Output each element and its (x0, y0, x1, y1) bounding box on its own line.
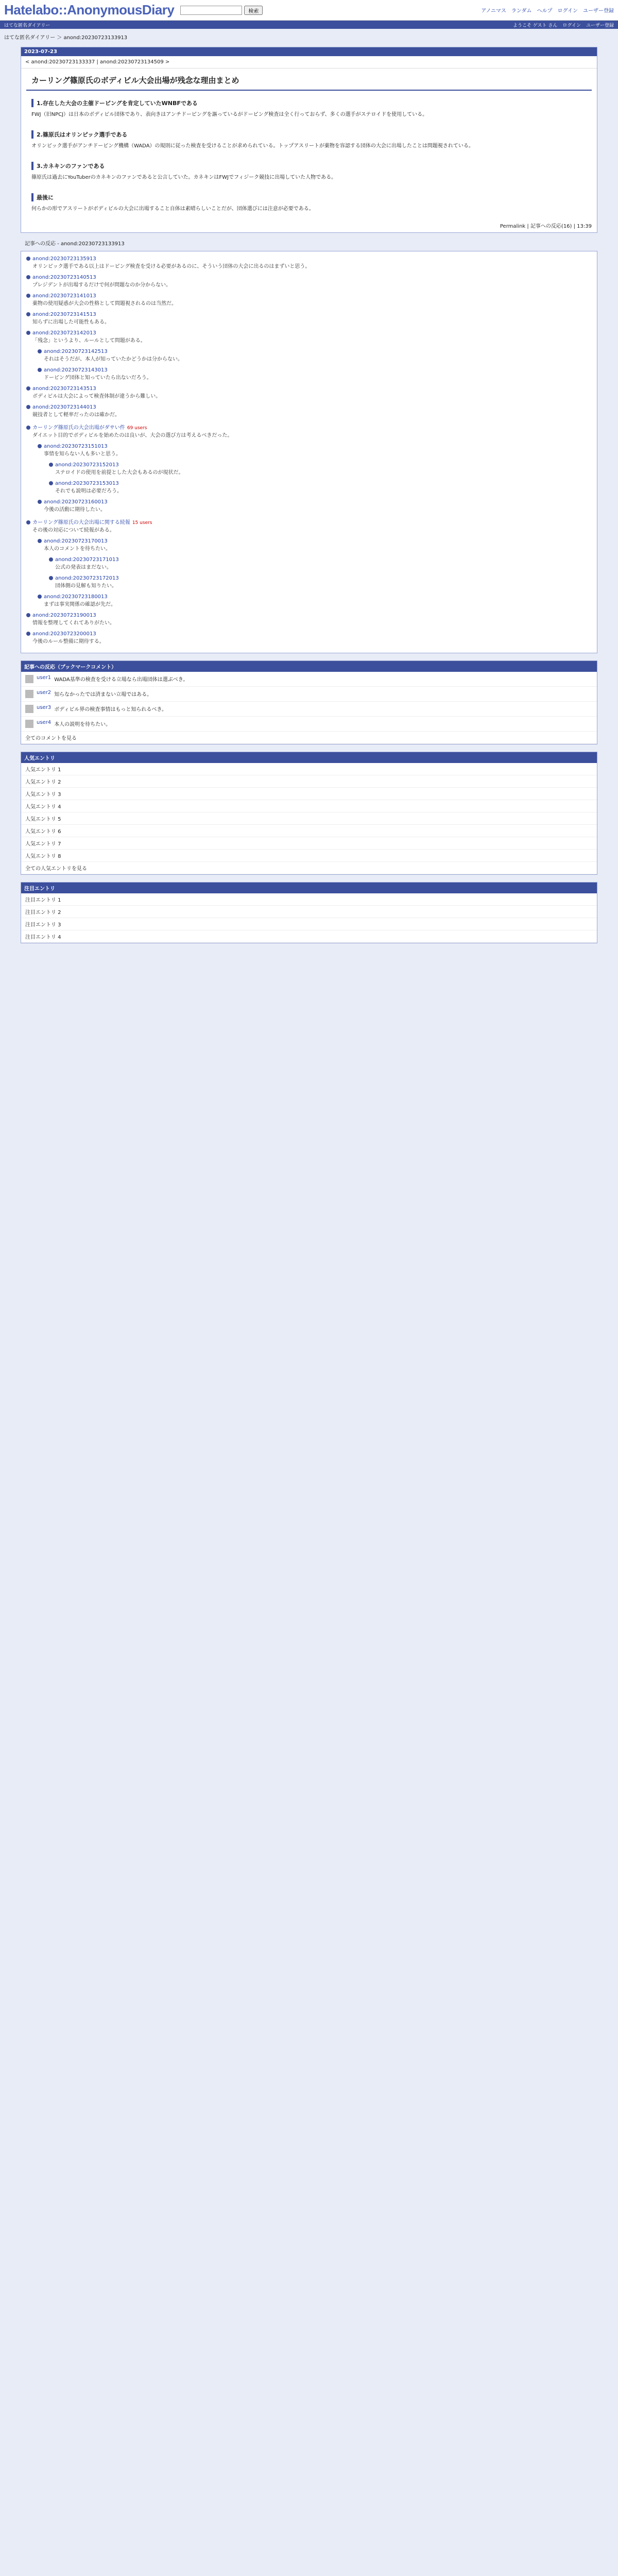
bullet-icon (49, 463, 53, 467)
link-random[interactable]: ランダム (511, 8, 532, 14)
section-text: 何らかの形でアスリートがボディビルの大会に出場すること自体は素晴らしいことだが、団体選びには注意が必要である。 (31, 206, 314, 212)
comment-body: 知らずに出場した可能性もある。 (32, 319, 110, 325)
comment-header (49, 557, 592, 563)
comment-body: オリンピック選手である以上はドーピング検査を受ける必要があるのに、そういう団体の大会に出るのはまずいと思う。 (32, 264, 311, 269)
main-entry (21, 47, 597, 233)
comment-link[interactable]: anond:20230723172013 (55, 575, 119, 581)
entry-section (21, 93, 597, 124)
bullet-icon (26, 405, 30, 409)
bullet-icon (38, 349, 42, 353)
comment-node (26, 423, 592, 516)
comment-node (26, 386, 592, 403)
bullet-icon (26, 426, 30, 430)
comment-body: ボディビルは大会によって検査体制が違うから難しい。 (32, 394, 161, 399)
tree-header[interactable]: 記事への反応 - anond:20230723133913 (25, 241, 125, 247)
link-login[interactable]: ログイン (557, 8, 578, 14)
comment-link[interactable]: anond:20230723160013 (44, 499, 108, 505)
bookmark-item (21, 717, 597, 732)
search-button[interactable]: 検索 (244, 6, 263, 15)
breadcrumb[interactable]: はてな匿名ダイアリー ＞ anond:20230723133913 (4, 35, 128, 41)
popular-item[interactable]: 人気エントリ 3 (21, 788, 597, 800)
comment-children (38, 349, 592, 384)
bookmark-comment: WADA基準の検査を受ける立場なら出場団体は選ぶべき。 (54, 677, 188, 683)
section-text: 篠原氏は過去にYouTuberのカネキンのファンであると公言していた。カネキンはFWJでフィジーク競技に出場していた人物である。 (31, 175, 337, 180)
search-input[interactable] (180, 6, 242, 15)
bookmark-comment: ボディビル界の検査事情はもっと知られるべき。 (54, 707, 167, 713)
bookmark-comment: 本人の説明を待ちたい。 (54, 722, 111, 727)
comment-body: 「残念」というより、ルールとして問題がある。 (32, 338, 146, 344)
bookmark-comment: 知らなかったでは済まない立場ではある。 (54, 692, 152, 698)
entry-date: 2023-07-23 (21, 47, 597, 56)
comment-body: それはそうだが、本人が知っていたかどうかは分からない。 (44, 357, 183, 362)
comment-header (49, 481, 592, 486)
notable-box (21, 882, 597, 943)
popular-item[interactable]: 人気エントリ 2 (21, 775, 597, 788)
top-links (481, 6, 614, 14)
comment-node (26, 275, 592, 292)
popular-item[interactable]: 人気エントリ 1 (21, 763, 597, 775)
popular-item[interactable]: 人気エントリ 4 (21, 800, 597, 812)
notable-item[interactable]: 注目エントリ 3 (21, 918, 597, 930)
comment-body: 本人のコメントを待ちたい。 (44, 546, 111, 552)
comment-link[interactable]: anond:20230723171013 (55, 557, 119, 563)
entry-title[interactable]: カーリング篠原氏のボディビル大会出場が残念な理由まとめ (26, 71, 592, 91)
bar-welcome: ようこそ ゲスト さん (513, 23, 558, 28)
section-heading: 最後に (31, 193, 587, 201)
comment-header (26, 613, 592, 618)
bullet-icon (26, 294, 30, 298)
comment-node (38, 499, 592, 516)
comment-header (26, 293, 592, 299)
bar-home[interactable]: はてな匿名ダイアリー (4, 23, 50, 28)
comment-link[interactable]: anond:20230723143013 (44, 367, 108, 373)
comment-node (38, 594, 592, 611)
entry-footer[interactable]: Permalink | 記事への反応(16) | 13:39 (500, 224, 592, 229)
comment-node (26, 404, 592, 421)
popular-title: 人気エントリ (21, 752, 597, 763)
entry-section (21, 124, 597, 156)
bullet-icon (26, 613, 30, 617)
comment-link[interactable]: カーリング篠原氏の大会出場がダサい件 (32, 425, 125, 431)
comment-body: 今後のルール整備に期待する。 (32, 639, 105, 645)
avatar[interactable] (25, 675, 33, 683)
comment-node (38, 444, 592, 498)
bullet-icon (26, 257, 30, 261)
comment-node (49, 481, 592, 498)
comment-header (38, 367, 592, 373)
comment-body: その後の対応について続報がある。 (32, 528, 115, 533)
comment-link[interactable]: anond:20230723140513 (32, 275, 96, 280)
comment-body: 公式の発表はまだない。 (55, 565, 112, 570)
comment-children (49, 462, 592, 498)
comment-link[interactable]: anond:20230723141013 (32, 293, 96, 299)
entry-nav[interactable]: < anond:20230723133337 | anond:20230723134509 > (21, 56, 597, 69)
bullet-icon (26, 275, 30, 279)
section-heading: 2.篠原氏はオリンピック選手である (31, 130, 587, 139)
popular-more[interactable]: 全ての人気エントリを見る (21, 862, 597, 874)
comment-body: ステロイドの使用を前提とした大会もあるのが現状だ。 (55, 470, 184, 476)
bullet-icon (26, 520, 30, 524)
bookmark-user[interactable]: user1 (37, 675, 52, 681)
bullet-icon (26, 312, 30, 316)
bullet-icon (38, 444, 42, 448)
comment-body: 競技者として軽率だったのは確かだ。 (32, 412, 120, 418)
comment-body: まずは事実関係の確認が先だ。 (44, 602, 116, 607)
comment-children (49, 557, 592, 592)
comment-node (49, 462, 592, 479)
comment-node (26, 293, 592, 310)
comment-header (38, 444, 592, 449)
comment-header (26, 404, 592, 410)
comment-header (49, 462, 592, 468)
comment-link[interactable]: anond:20230723142013 (32, 330, 96, 336)
comment-header (26, 256, 592, 262)
avatar[interactable] (25, 690, 33, 698)
comment-link[interactable]: anond:20230723143513 (32, 386, 96, 392)
comment-children (38, 538, 592, 611)
site-logo[interactable]: Hatelabo::AnonymousDiary (4, 2, 175, 18)
bookmark-box (21, 660, 597, 744)
comment-node (38, 349, 592, 366)
bullet-icon (38, 595, 42, 599)
comment-link[interactable]: anond:20230723142513 (44, 349, 108, 354)
notable-item[interactable]: 注目エントリ 4 (21, 930, 597, 943)
comment-body: 薬物の使用疑惑が大会の性格として問題視されるのは当然だ。 (32, 301, 177, 307)
comment-body: ダイエット目的でボディビルを始めたのは良いが、大会の選び方は考えるべきだった。 (32, 433, 233, 438)
comment-header (26, 312, 592, 317)
comment-link[interactable]: anond:20230723170013 (44, 538, 108, 544)
comment-body: 団体側の見解も知りたい。 (55, 583, 117, 589)
notable-title: 注目エントリ (21, 883, 597, 893)
popular-item[interactable]: 人気エントリ 6 (21, 825, 597, 837)
link-register[interactable]: ユーザー登録 (583, 8, 614, 14)
bullet-icon (26, 632, 30, 636)
comment-link[interactable]: カーリング篠原氏の大会出場に関する続報 (32, 520, 130, 526)
bookmark-title: 記事への反応（ブックマークコメント） (21, 661, 597, 672)
bookmark-user[interactable]: user4 (37, 720, 52, 725)
notable-item[interactable]: 注目エントリ 1 (21, 893, 597, 906)
comment-link[interactable]: anond:20230723144013 (32, 404, 96, 410)
bookmark-user[interactable]: user3 (37, 705, 52, 710)
bookmark-item (21, 672, 597, 687)
comment-body: 今後の活動に期待したい。 (44, 507, 106, 513)
comment-link[interactable]: anond:20230723135913 (32, 256, 96, 262)
popular-item[interactable]: 人気エントリ 5 (21, 812, 597, 825)
comment-header (26, 631, 592, 637)
comment-body: それでも説明は必要だろう。 (55, 488, 122, 494)
comment-node (38, 538, 592, 592)
link-help[interactable]: ヘルプ (537, 8, 553, 14)
entry-section (21, 187, 597, 218)
popular-item[interactable]: 人気エントリ 8 (21, 850, 597, 862)
notable-item[interactable]: 注目エントリ 2 (21, 906, 597, 918)
comment-node (49, 575, 592, 592)
comment-link[interactable]: anond:20230723151013 (44, 444, 108, 449)
bar-login[interactable]: ログイン (562, 23, 581, 28)
entry-section (21, 156, 597, 187)
bookmark-count[interactable]: 15 users (132, 520, 152, 526)
header (0, 0, 618, 21)
bookmark-more[interactable]: 全てのコメントを見る (21, 732, 597, 744)
nav-bar (0, 21, 618, 29)
bullet-icon (26, 331, 30, 335)
comment-node (26, 613, 592, 630)
comment-node (26, 312, 592, 329)
bullet-icon (26, 386, 30, 391)
bullet-icon (38, 368, 42, 372)
comment-header (26, 518, 592, 526)
comment-header (38, 499, 592, 505)
popular-item[interactable]: 人気エントリ 7 (21, 837, 597, 850)
bookmark-item (21, 702, 597, 717)
bullet-icon (49, 576, 53, 580)
comment-link[interactable]: anond:20230723180013 (44, 594, 108, 600)
comment-node (26, 256, 592, 273)
comment-header (38, 594, 592, 600)
bookmark-item (21, 687, 597, 702)
bookmark-user[interactable]: user2 (37, 690, 52, 696)
comment-node (26, 631, 592, 648)
bar-register[interactable]: ユーザー登録 (586, 23, 614, 28)
section-text: FWJ（旧NPCJ）は日本のボディビル団体であり、表向きはアンチドーピングを謳っているがドーピング検査は全く行っておらず、多くの選手がステロイドを使用している。 (31, 112, 428, 117)
comment-header (26, 386, 592, 392)
section-heading: 1.存在した大会の主催ドーピングを肯定していたWNBFである (31, 99, 587, 107)
bookmark-count[interactable]: 69 users (127, 426, 147, 431)
avatar[interactable] (25, 720, 33, 728)
search-form (180, 6, 263, 15)
comment-node (49, 557, 592, 574)
comment-tree (21, 251, 597, 653)
comment-header (26, 330, 592, 336)
comment-node (26, 518, 592, 611)
bullet-icon (49, 557, 53, 562)
comment-body: 事情を知らない人も多いと思う。 (44, 451, 121, 457)
comment-header (38, 349, 592, 354)
section-text: オリンピック選手がアンチドーピング機構（WADA）の規則に従った検査を受けることが求められている。トップアスリートが薬物を容認する団体の大会に出場したことは問題視されている。 (31, 143, 474, 149)
comment-link[interactable]: anond:20230723190013 (32, 613, 96, 618)
bullet-icon (38, 500, 42, 504)
comment-link[interactable]: anond:20230723152013 (55, 462, 119, 468)
link-anonymous[interactable]: アノニマス (481, 8, 506, 14)
section-heading: 3.カネキンのファンである (31, 162, 587, 170)
comment-node (26, 330, 592, 384)
avatar[interactable] (25, 705, 33, 713)
comment-node (38, 367, 592, 384)
comment-header (26, 423, 592, 431)
comment-header (49, 575, 592, 581)
comment-link[interactable]: anond:20230723153013 (55, 481, 119, 486)
popular-box (21, 752, 597, 875)
comment-link[interactable]: anond:20230723200013 (32, 631, 96, 637)
comment-link[interactable]: anond:20230723141513 (32, 312, 96, 317)
comment-children (38, 444, 592, 516)
comment-body: 情報を整理してくれてありがたい。 (32, 620, 115, 626)
bullet-icon (38, 539, 42, 543)
comment-body: ドーピング団体と知っていたら出ないだろう。 (44, 375, 152, 381)
comment-header (38, 538, 592, 544)
comment-body: プレジデントが出場するだけで何が問題なのか分からない。 (32, 282, 171, 288)
bullet-icon (49, 481, 53, 485)
comment-header (26, 275, 592, 280)
